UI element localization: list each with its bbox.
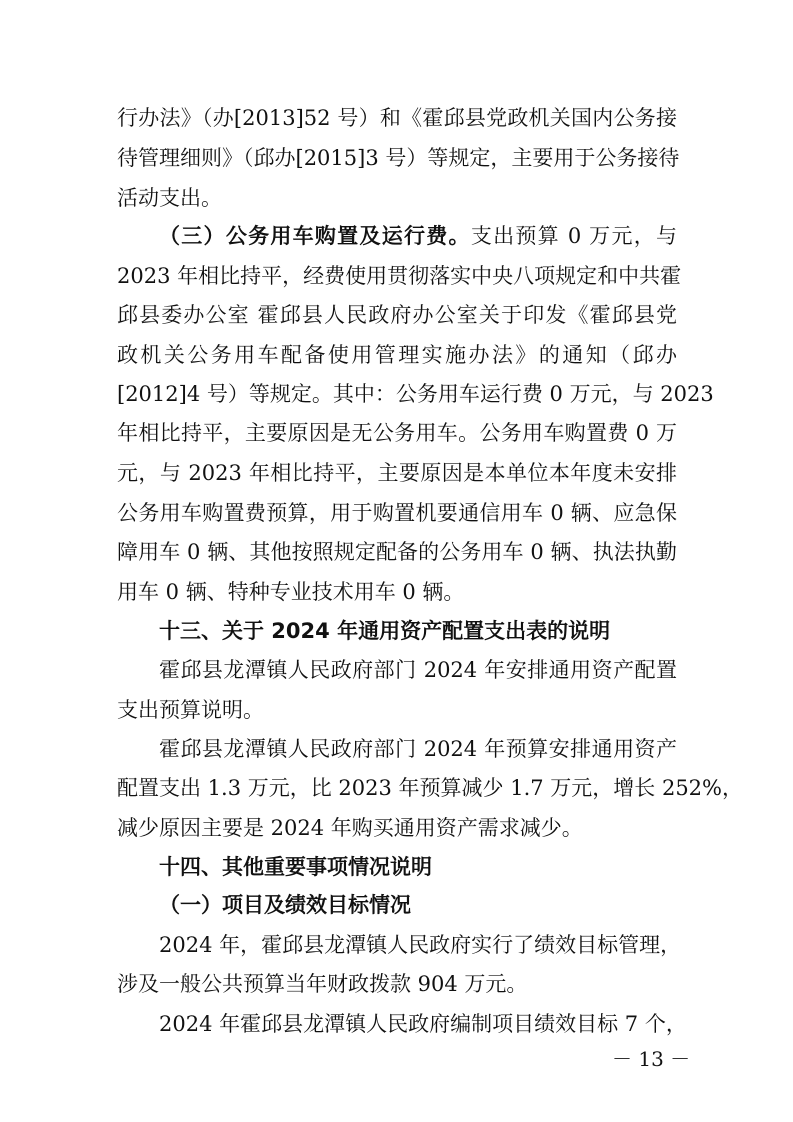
paragraph-line: [2012]4 号）等规定。其中：公务用车运行费 0 万元，与 2023 bbox=[117, 382, 714, 406]
paragraph-line: 涉及一般公共预算当年财政拨款 904 万元。 bbox=[117, 972, 528, 996]
section-heading: 十四、其他重要事项情况说明 bbox=[159, 855, 432, 879]
section-subheading: （三）公务用车购置及运行费。 bbox=[159, 224, 471, 248]
paragraph-line: 支出预算说明。 bbox=[117, 698, 264, 722]
paragraph-line: 配置支出 1.3 万元，比 2023 年预算减少 1.7 万元，增长 252%， bbox=[117, 776, 743, 800]
paragraph-line: 2024 年，霍邱县龙潭镇人民政府实行了绩效目标管理， bbox=[159, 933, 682, 957]
paragraph-line: 活动支出。 bbox=[117, 186, 222, 210]
paragraph-line: 2023 年相比持平，经费使用贯彻落实中央八项规定和中共霍 bbox=[117, 264, 682, 288]
section-heading: 十三、关于 2024 年通用资产配置支出表的说明 bbox=[159, 619, 611, 643]
paragraph-line: 元，与 2023 年相比持平，主要原因是本单位本年度未安排 bbox=[117, 461, 677, 485]
page-number: － 13 － bbox=[612, 1047, 691, 1071]
paragraph-line: 待管理细则》（邱办[2015]3 号）等规定，主要用于公务接待 bbox=[117, 146, 680, 170]
section-subheading: （一）项目及绩效目标情况 bbox=[159, 893, 411, 917]
paragraph-line: 霍邱县龙潭镇人民政府部门 2024 年预算安排通用资产 bbox=[159, 737, 677, 761]
paragraph-line: 公务用车购置费预算，用于购置机要通信用车 0 辆、应急保 bbox=[117, 501, 677, 525]
paragraph-text: 支出预算 0 万元，与 bbox=[470, 224, 677, 248]
paragraph-line: 邱县委办公室 霍邱县人民政府办公室关于印发《霍邱县党 bbox=[117, 303, 677, 327]
paragraph-line: 减少原因主要是 2024 年购买通用资产需求减少。 bbox=[117, 816, 583, 840]
paragraph-line: 用车 0 辆、特种专业技术用车 0 辆。 bbox=[117, 580, 465, 604]
paragraph-line: 2024 年霍邱县龙潭镇人民政府编制项目绩效目标 7 个， bbox=[159, 1012, 687, 1036]
paragraph-line: 障用车 0 辆、其他按照规定配备的公务用车 0 辆、执法执勤 bbox=[117, 540, 677, 564]
paragraph-line: 霍邱县龙潭镇人民政府部门 2024 年安排通用资产配置 bbox=[159, 658, 677, 682]
paragraph-line: 行办法》（办[2013]52 号）和《霍邱县党政机关国内公务接 bbox=[117, 106, 677, 130]
paragraph-line bbox=[159, 222, 677, 250]
paragraph-line: 政机关公务用车配备使用管理实施办法》的通知（邱办 bbox=[117, 343, 677, 367]
paragraph-line: 年相比持平，主要原因是无公务用车。公务用车购置费 0 万 bbox=[117, 421, 677, 445]
